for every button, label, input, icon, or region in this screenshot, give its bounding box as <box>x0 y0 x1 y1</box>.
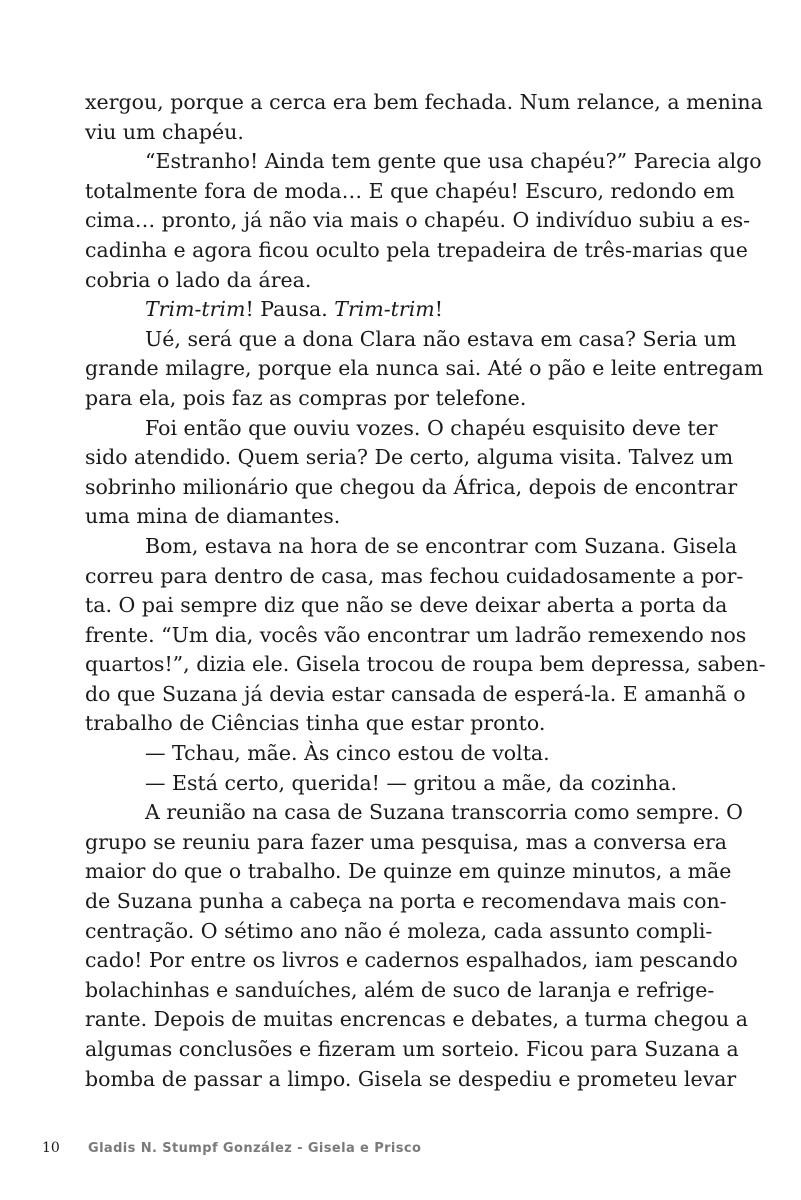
italic-sound-2: Trim-trim <box>334 297 435 322</box>
page-footer <box>42 1138 421 1159</box>
text-line: algumas conclusões e fizeram um sorteio. Ficou para Suzana a <box>85 1037 739 1061</box>
text-line: Bom, estava na hora de se encontrar com Suzana. Gisela <box>145 533 738 558</box>
text-line: Foi então que ouviu vozes. O chapéu esquisito deve ter <box>145 415 718 440</box>
text-line: uma mina de diamantes. <box>85 504 341 529</box>
text-line: totalmente fora de moda… E que chapéu! Escuro, redondo em <box>85 178 735 203</box>
text-line: rante. Depois de muitas encrencas e debates, a turma chegou a <box>85 1007 748 1032</box>
text-line: grande milagre, porque ela nunca sai. Até o pão e leite entregam <box>85 356 764 381</box>
running-head: Gladis N. Stumpf González - Gisela e Prisco <box>88 1141 422 1156</box>
text-line: do que Suzana já devia estar cansada de esperá-la. E amanhã o <box>85 681 746 706</box>
text-line: — Está certo, querida! — gritou a mãe, da cozinha. <box>145 770 677 795</box>
text-line: bomba de passar a limpo. Gisela se despediu e prometeu levar <box>85 1066 737 1091</box>
text-line: centração. O sétimo ano não é moleza, cada assunto compli- <box>85 918 713 943</box>
text-line: frente. “Um dia, vocês vão encontrar um ladrão remexendo nos <box>85 622 747 647</box>
text-line: sido atendido. Quem seria? De certo, alguma visita. Talvez um <box>85 445 734 470</box>
text-line: “Estranho! Ainda tem gente que usa chapéu?” Parecia algo <box>145 149 762 174</box>
text-line: correu para dentro de casa, mas fechou cuidadosamente a por- <box>85 563 744 588</box>
text-line: Ué, será que a dona Clara não estava em casa? Seria um <box>145 326 737 351</box>
text-line: cadinha e agora ficou oculto pela trepadeira de três-marias que <box>85 237 748 262</box>
text-line: maior do que o trabalho. De quinze em quinze minutos, a mãe <box>85 859 732 884</box>
text-line: viu um chapéu. <box>85 119 244 144</box>
text-line: A reunião na casa de Suzana transcorria como sempre. O <box>145 800 743 825</box>
text-line: — Tchau, mãe. Às cinco estou de volta. <box>145 741 550 766</box>
text-line <box>85 295 699 325</box>
text-line: trabalho de Ciências tinha que estar pronto. <box>85 711 546 736</box>
text-line: ta. O pai sempre diz que não se deve deixar aberta a porta da <box>85 593 728 618</box>
page-number: 10 <box>42 1140 60 1156</box>
italic-sound-1: Trim-trim <box>145 297 246 322</box>
text-line: bolachinhas e sanduíches, além de suco de laranja e refrige- <box>85 977 715 1002</box>
text-fragment: ! <box>434 297 443 322</box>
text-line: de Suzana punha a cabeça na porta e recomendava mais con- <box>85 889 727 914</box>
body-text <box>85 88 766 1094</box>
text-line: sobrinho milionário que chegou da África, depois de encontrar <box>85 474 738 499</box>
text-line: cobria o lado da área. <box>85 267 312 292</box>
text-line: xergou, porque a cerca era bem fechada. Num relance, a menina <box>85 90 763 114</box>
text-line: quartos!”, dizia ele. Gisela trocou de roupa bem depressa, saben- <box>85 652 766 677</box>
text-line: para ela, pois faz as compras por telefone. <box>85 385 527 410</box>
text-line: cado! Por entre os livros e cadernos espalhados, iam pescando <box>85 948 738 973</box>
text-fragment: ! Pausa. <box>245 297 335 322</box>
text-line: grupo se reuniu para fazer uma pesquisa, mas a conversa era <box>85 829 728 854</box>
text-line: cima… pronto, já não via mais o chapéu. O indivíduo subiu a es- <box>85 208 751 233</box>
